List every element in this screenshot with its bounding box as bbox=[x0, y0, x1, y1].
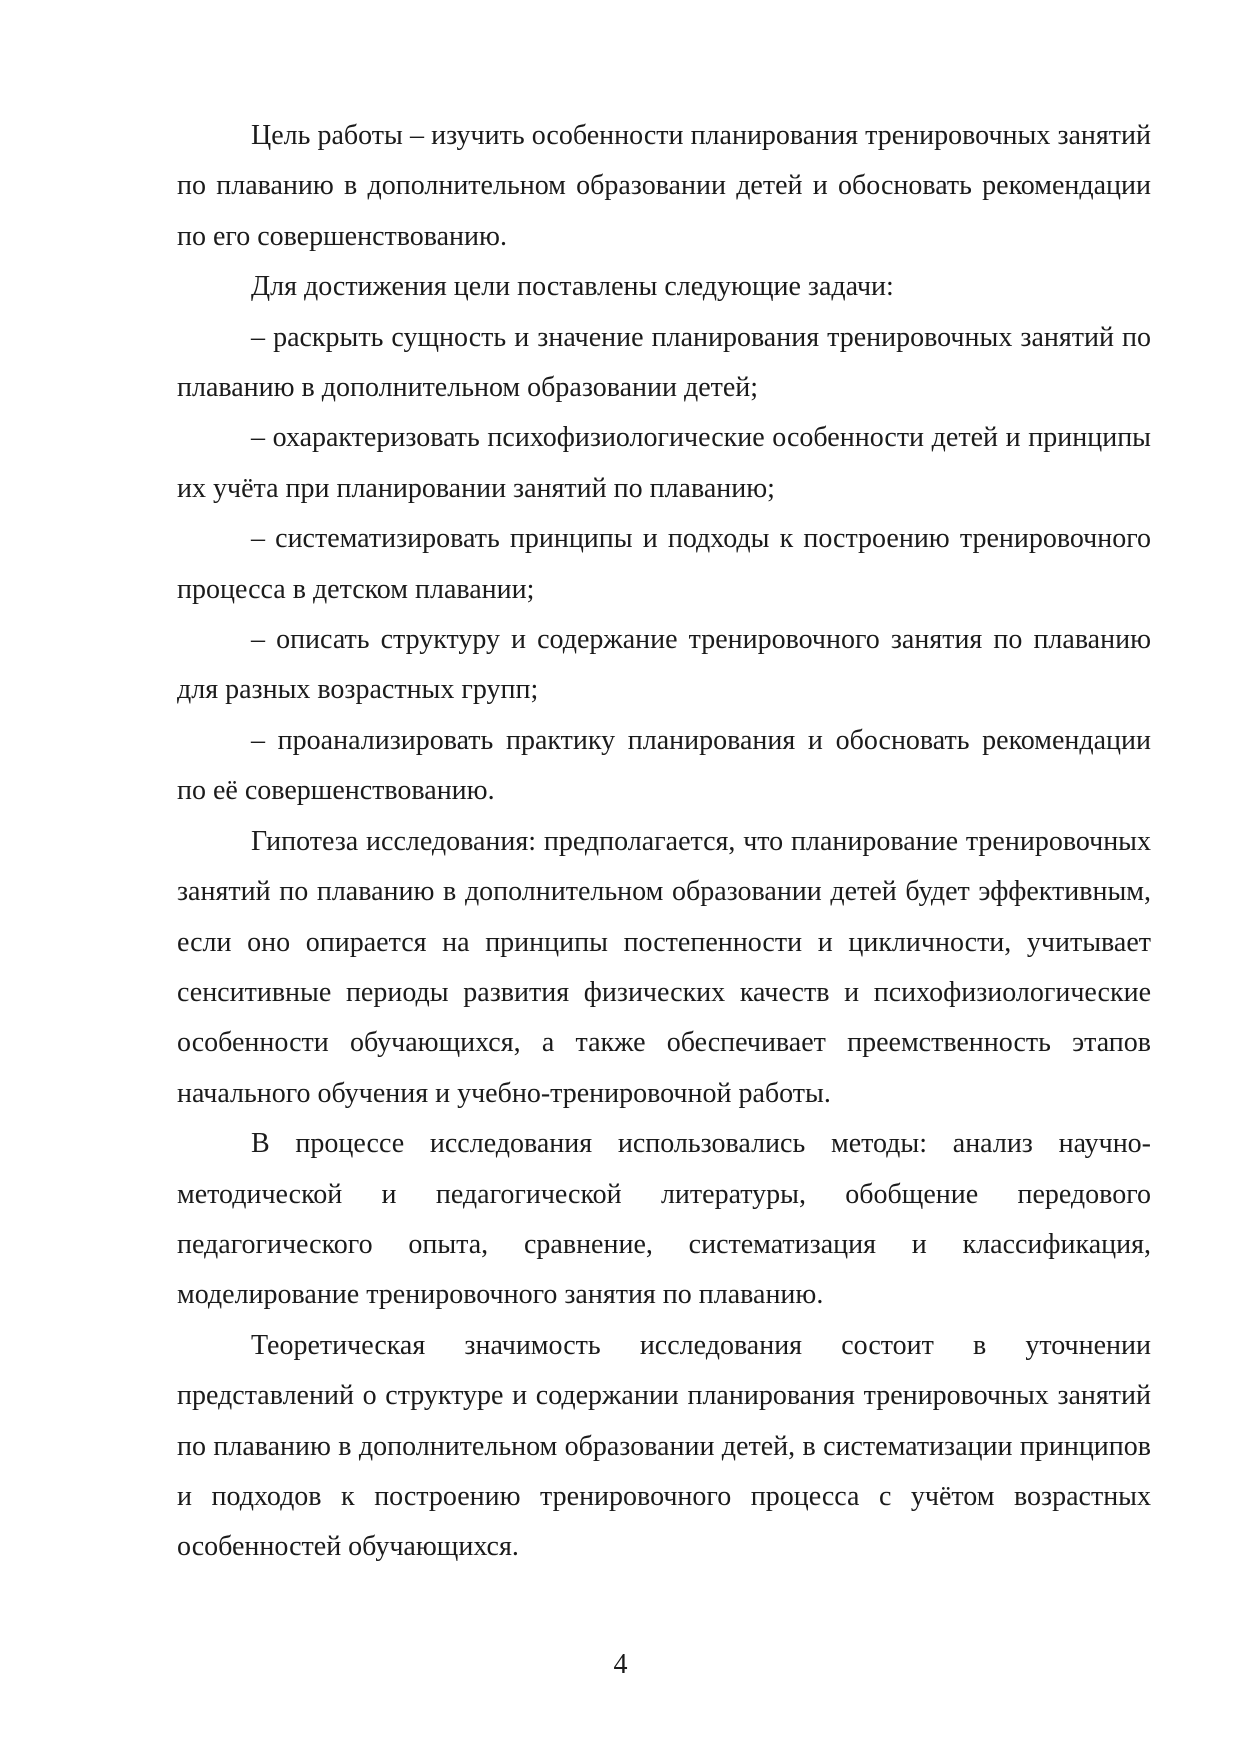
paragraph-significance: Теоретическая значимость исследования состоит в уточнении представлений о структуре и содержании планирования тренировочных занятий по плаванию в дополнительном образовании детей, в систематизации принципов и подходов к построению тренировочного процесса с учётом возрастных особенностей обучающихся. bbox=[177, 1329, 1151, 1563]
page-number: 4 bbox=[613, 1649, 628, 1680]
paragraph-goal: Цель работы – изучить особенности планирования тренировочных занятий по плаванию в дополнительном образовании детей и обосновать рекомендации по его совершенствованию. bbox=[177, 120, 1151, 252]
paragraph-task-4: – описать структуру и содержание тренировочного занятия по плаванию для разных возрастных групп; bbox=[177, 624, 1151, 706]
paragraph-hypothesis: Гипотеза исследования: предполагается, что планирование тренировочных занятий по плаванию в дополнительном образовании детей будет эффективным, если оно опирается на принципы постепенности и цикличности, учитывает сенситивные периоды развития физических качеств и психофизиологические особенности обучающихся, а также обеспечивает преемственность этапов начального обучения и учебно-тренировочной работы. bbox=[177, 825, 1151, 1109]
document-body bbox=[177, 111, 1151, 1573]
paragraph-task-3: – систематизировать принципы и подходы к построению тренировочного процесса в детском плавании; bbox=[177, 523, 1151, 605]
paragraph-task-5: – проанализировать практику планирования и обосновать рекомендации по её совершенствованию. bbox=[177, 724, 1151, 807]
paragraph-task-1: – раскрыть сущность и значение планирования тренировочных занятий по плаванию в дополнительном образовании детей; bbox=[177, 321, 1151, 404]
paragraph-task-2: – охарактеризовать психофизиологические особенности детей и принципы их учёта при планировании занятий по плаванию; bbox=[177, 422, 1151, 504]
paragraph-tasks-intro: Для достижения цели поставлены следующие задачи: bbox=[251, 271, 894, 303]
paragraph-methods: В процессе исследования использовались методы: анализ научно-методической и педагогической литературы, обобщение передового педагогического опыта, сравнение, систематизация и классификация, моделирование тренировочного занятия по плаванию. bbox=[177, 1128, 1151, 1311]
